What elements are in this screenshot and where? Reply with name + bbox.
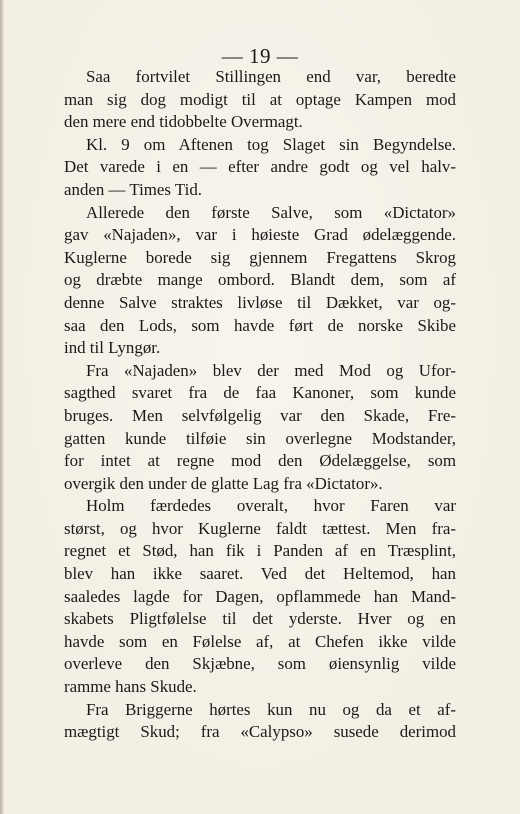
paragraph: [64, 202, 456, 360]
paragraph: [64, 134, 456, 202]
text-line: Allerede den første Salve, som «Dictator»: [86, 202, 456, 222]
page-binding-edge: [0, 0, 4, 814]
text-line: anden — Times Tid.: [64, 179, 202, 199]
text-line: ramme hans Skude.: [64, 677, 197, 697]
text-line: gav «Najaden», var i høieste Grad ødelæggende.: [64, 225, 456, 245]
text-line: bruges. Men selvfølgelig var den Skade, Fre-: [64, 405, 456, 425]
text-line: sagthed svaret fra de faa Kanoner, som kunde: [64, 383, 456, 403]
paragraph: [64, 360, 456, 496]
text-line: og dræbte mange ombord. Blandt dem, som af: [64, 270, 456, 290]
page-number: — 19 —: [221, 44, 299, 68]
paragraph: [64, 66, 456, 134]
text-line: Fra «Najaden» blev der med Mod og Ufor-: [86, 360, 456, 380]
text-line: Kuglerne borede sig gjennem Fregattens Skrog: [64, 247, 456, 267]
text-line: Kl. 9 om Aftenen tog Slaget sin Begyndelse.: [86, 134, 456, 154]
text-line: ind til Lyngør.: [64, 338, 161, 358]
text-line: man sig dog modigt til at optage Kampen mod: [64, 89, 456, 109]
text-line: saaledes lagde for Dagen, opflammede han Mand-: [64, 586, 456, 606]
text-line: Saa fortvilet Stillingen end var, beredte: [86, 67, 456, 86]
paragraph: [64, 699, 456, 744]
text-line: den mere end tidobbelte Overmagt.: [64, 112, 303, 132]
text-line: gatten kunde tilføie sin overlegne Modstander,: [64, 428, 456, 448]
text-line: skabets Pligtfølelse til det yderste. Hver og en: [64, 609, 456, 629]
text-line: Fra Briggerne hørtes kun nu og da et af-: [86, 699, 456, 719]
text-line: mægtigt Skud; fra «Calypso» susede derimod: [64, 722, 456, 742]
text-line: Holm færdedes overalt, hvor Faren var: [86, 496, 456, 516]
text-line: blev han ikke saaret. Ved det Heltemod, han: [64, 564, 456, 584]
text-line: regnet et Stød, han fik i Panden af en Træsplint,: [64, 541, 456, 561]
text-line: saa den Lods, som havde ført de norske Skibe: [64, 315, 456, 335]
paragraph: [64, 495, 456, 698]
text-line: havde som en Følelse af, at Chefen ikke vilde: [64, 631, 456, 651]
text-line: denne Salve straktes livløse til Dækket, var og-: [64, 292, 456, 312]
text-line: overleve den Skjæbne, som øiensynlig vilde: [64, 654, 456, 674]
body-text: [64, 66, 456, 744]
text-line: størst, og hvor Kuglerne faldt tættest. Men fra-: [64, 518, 456, 538]
text-line: for intet at regne mod den Ødelæggelse, som: [64, 451, 456, 471]
text-line: overgik den under de glatte Lag fra «Dictator».: [64, 473, 383, 493]
text-line: Det varede i en — efter andre godt og vel halv-: [64, 157, 456, 177]
